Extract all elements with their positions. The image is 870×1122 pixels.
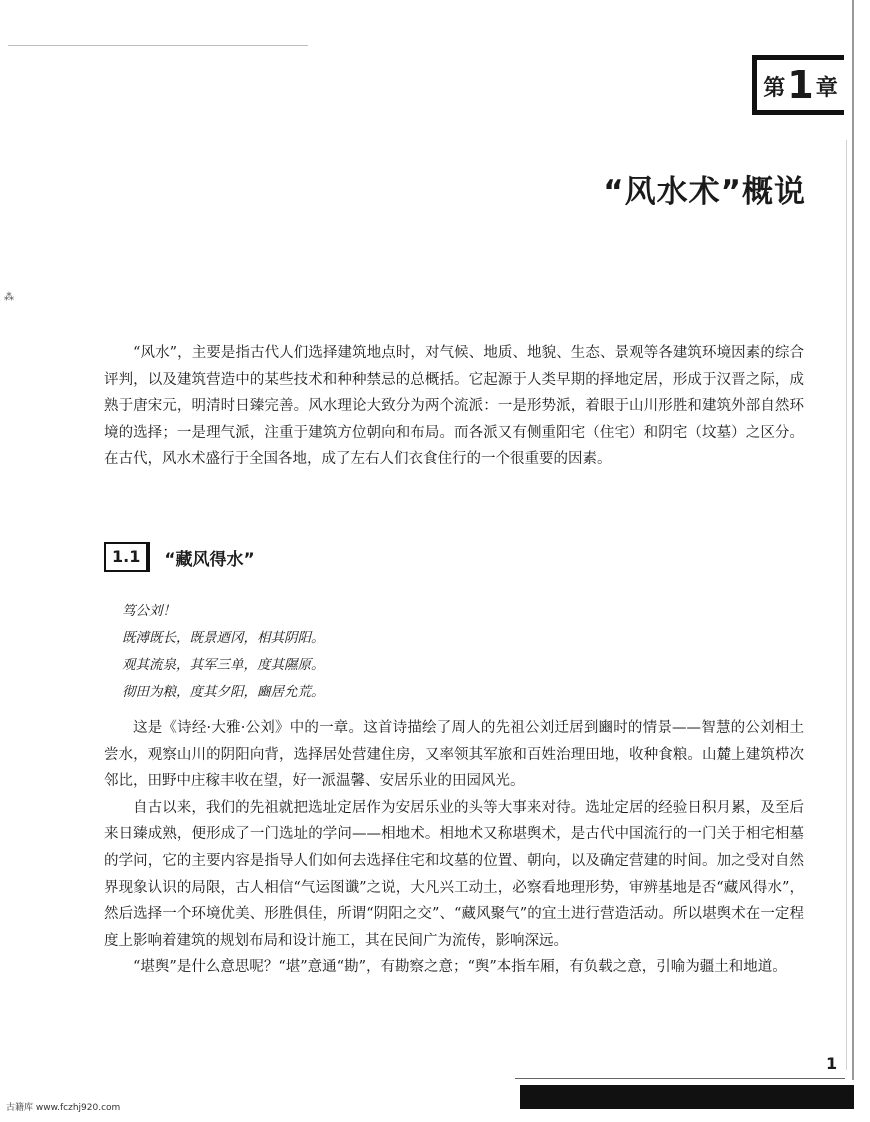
page-edge — [852, 0, 854, 1080]
poem — [122, 598, 325, 706]
section-title: “藏风得水” — [164, 549, 255, 570]
body-paragraph: “堪舆”是什么意思呢？“堪”意通“勘”，有勘察之意；“舆”本指车厢，有负载之意，引喻为疆土和地道。 — [133, 959, 787, 976]
chapter-badge-prefix: 第 — [763, 76, 786, 101]
poem-line: 既溥既长，既景迺冈，相其阴阳。 — [122, 630, 325, 646]
intro-block — [104, 340, 804, 473]
poem-line: 彻田为粮，度其夕阳，豳居允荒。 — [122, 684, 325, 700]
poem-line: 笃公刘！ — [122, 603, 176, 619]
section-number: 1.1 — [104, 542, 150, 572]
page-number: 1 — [826, 1054, 838, 1073]
page-edge-inner — [846, 140, 847, 1070]
chapter-title: “风水术”概说 — [603, 174, 806, 210]
chapter-badge-number: 1 — [787, 63, 814, 107]
poem-line: 观其流泉，其军三单，度其隰原。 — [122, 657, 325, 673]
top-rule — [8, 45, 308, 46]
margin-mark: ⁂ — [4, 292, 14, 303]
body-block — [104, 715, 804, 981]
chapter-badge-suffix: 章 — [815, 76, 838, 101]
body-paragraph: 自古以来，我们的先祖就把选址定居作为安居乐业的头等大事来对待。选址定居的经验日积月累，及至后来日臻成熟，便形成了一门选址的学问——相地术。相地术又称堪舆术，是古代中国流行的一门关于相宅相墓的学问，它的主要内容是指导人们如何去选择住宅和坟墓的位置、朝向，以及确定营建的时间。加之受对自然界现象认识的局限，古人相信“气运图谶”之说，大凡兴工动土，必察看地理形势，审辨基地是否“藏风得水”，然后选择一个环境优美、形胜俱佳，所谓“阴阳之交”、“藏风聚气”的宜土进行营造活动。所以堪舆术在一定程度上影响着建筑的规划布局和设计施工，其在民间广为流传，影响深远。 — [104, 799, 804, 949]
footer-bar — [520, 1085, 854, 1109]
body-paragraph: 这是《诗经·大雅·公刘》中的一章。这首诗描绘了周人的先祖公刘迁居到豳时的情景——智慧的公刘相土尝水，观察山川的阴阳向背，选择居处营建住房，又率领其军旅和百姓治理田地，收种食粮。山麓上建筑栉次邻比，田野中庄稼丰收在望，好一派温馨、安居乐业的田园风光。 — [104, 720, 804, 790]
footer-site-link[interactable]: 古籍库 www.fczhj920.com — [6, 1103, 121, 1113]
intro-paragraph: “风水”，主要是指古代人们选择建筑地点时，对气候、地质、地貌、生态、景观等各建筑环境因素的综合评判，以及建筑营造中的某些技术和种种禁忌的总概括。它起源于人类早期的择地定居，形成于汉晋之际，成熟于唐宋元，明清时日臻完善。风水理论大致分为两个流派：一是形势派，着眼于山川形胜和建筑外部自然环境的选择；一是理气派，注重于建筑方位朝向和布局。而各派又有侧重阳宅（住宅）和阴宅（坟墓）之区分。在古代，风水术盛行于全国各地，成了左右人们衣食住行的一个很重要的因素。 — [104, 345, 804, 468]
section-heading — [104, 542, 255, 572]
footer-rule — [515, 1078, 845, 1079]
chapter-badge — [752, 55, 844, 115]
